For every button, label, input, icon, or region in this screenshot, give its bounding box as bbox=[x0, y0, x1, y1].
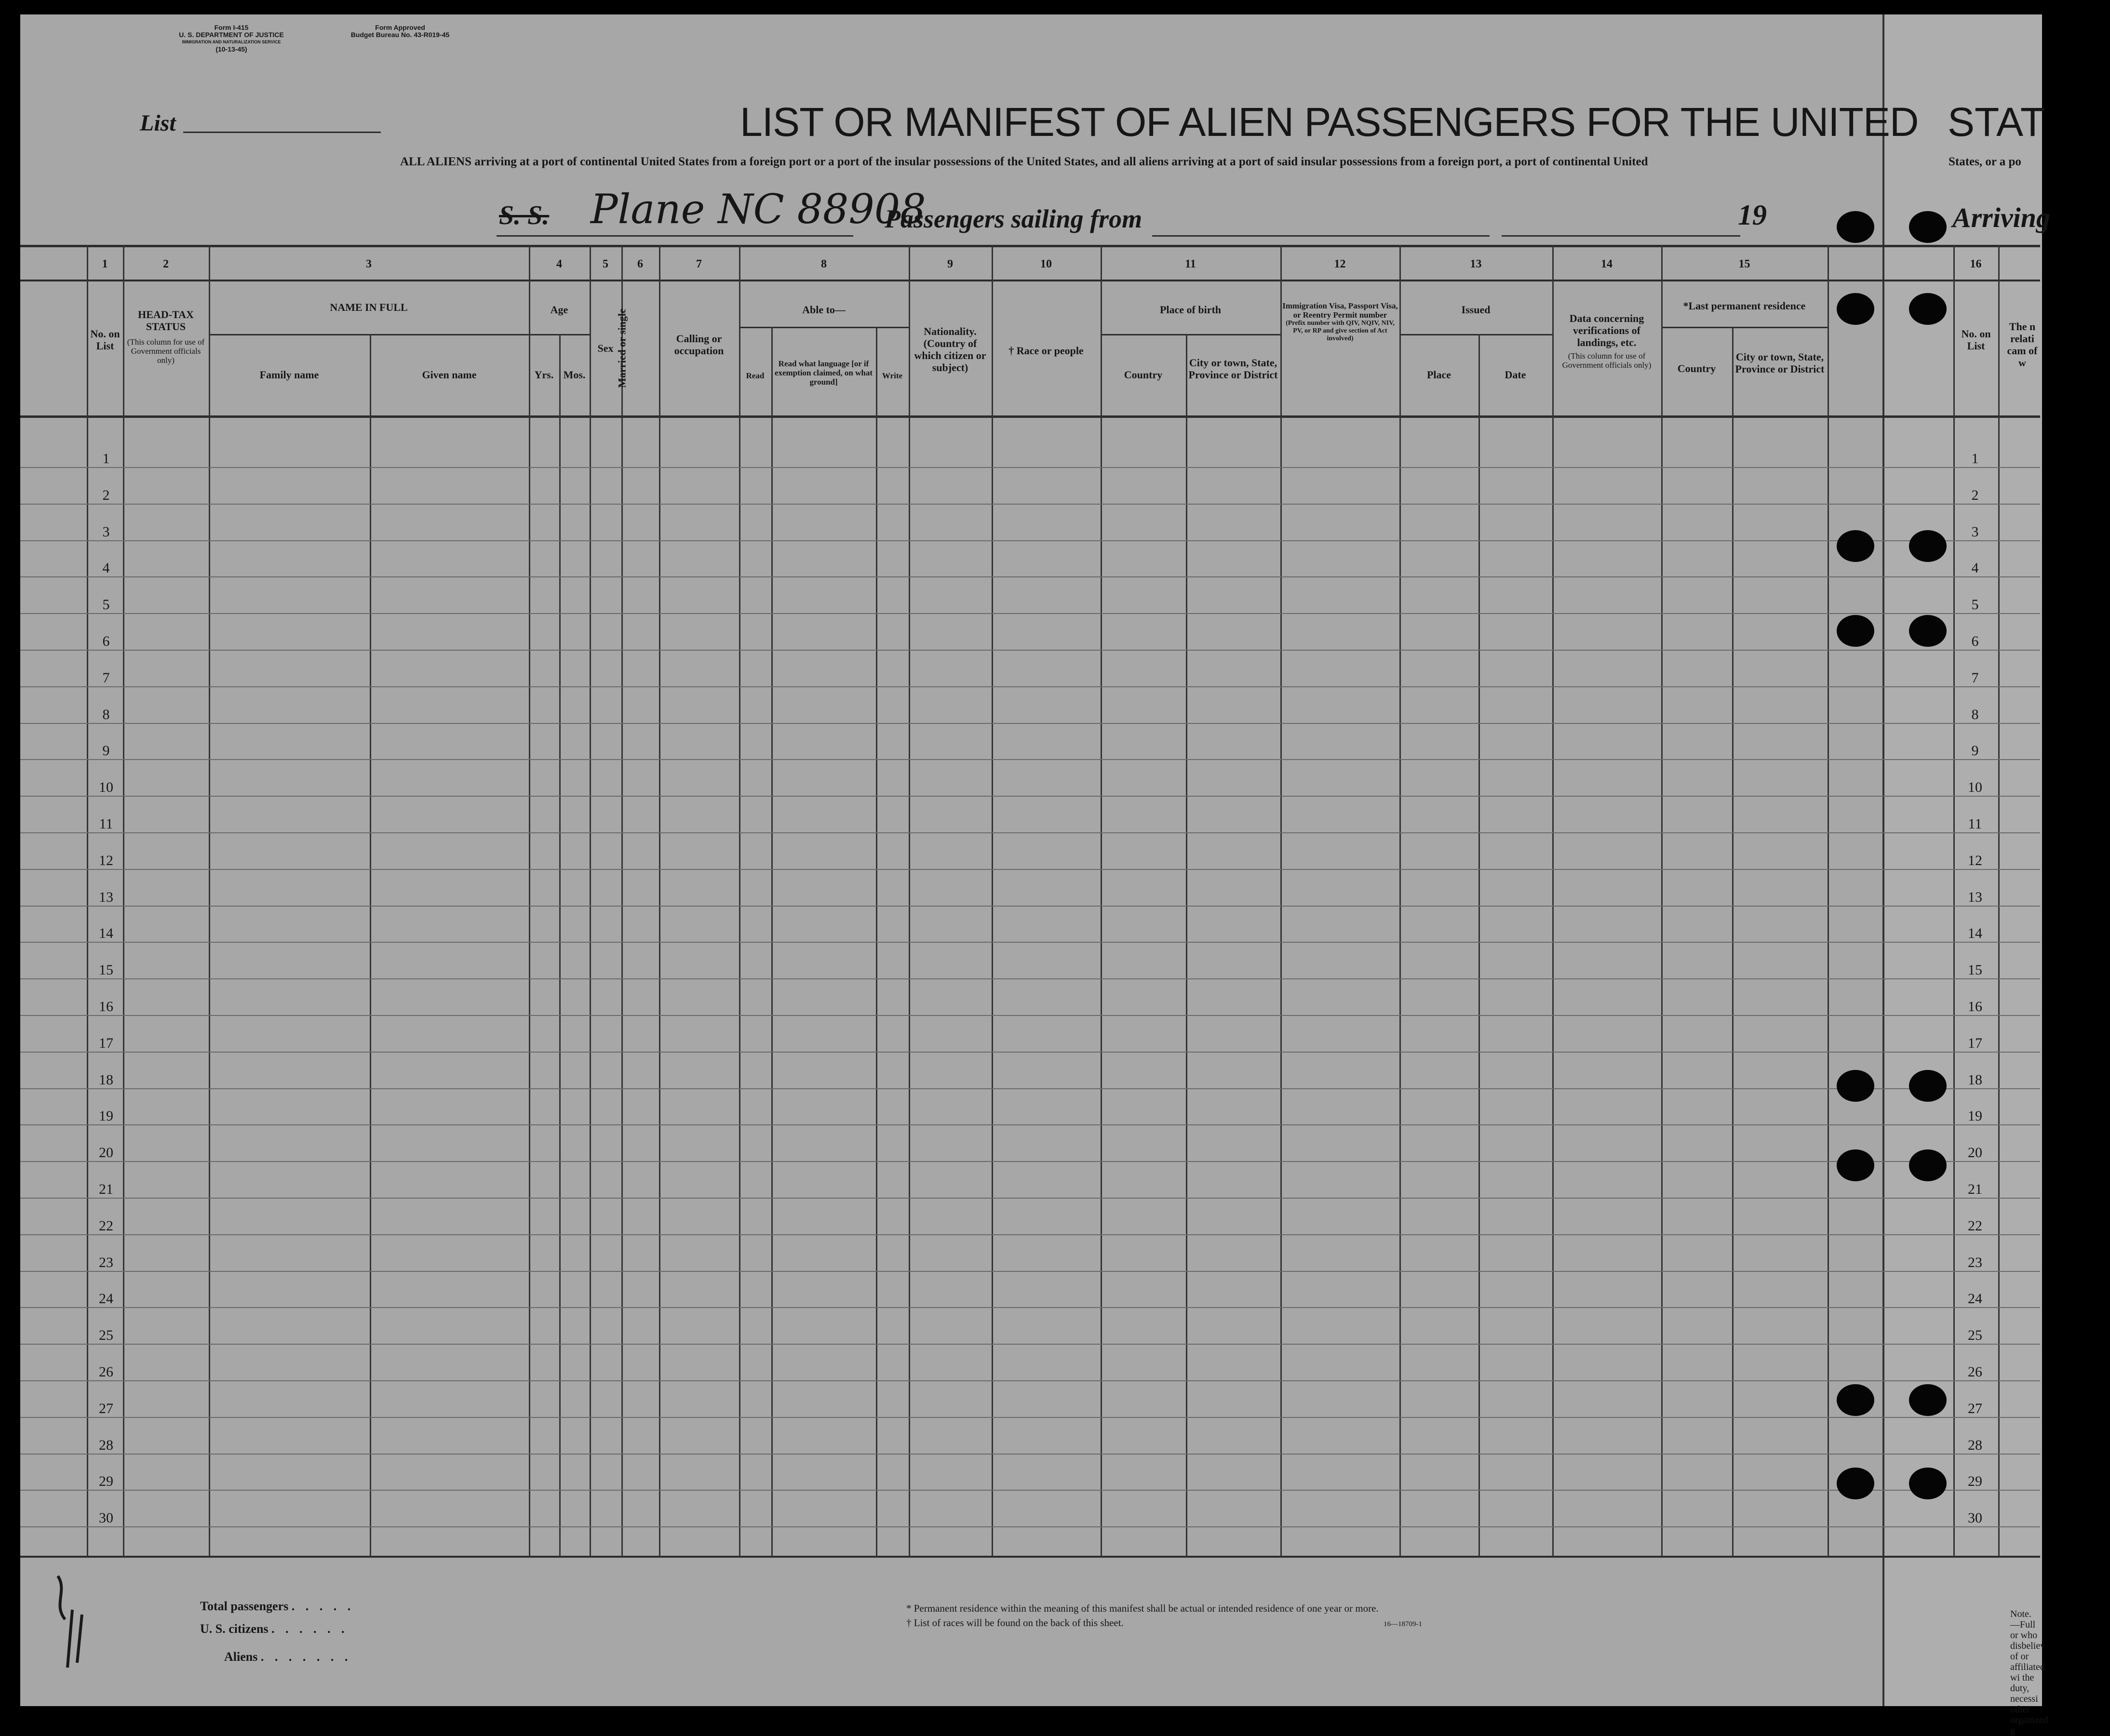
header-sex: Sex bbox=[597, 342, 614, 354]
row-number-left: 13 bbox=[99, 889, 113, 905]
punch-hole bbox=[1837, 1384, 1874, 1416]
header-place-of-birth: Place of birth bbox=[1159, 304, 1222, 316]
row-number-left: 29 bbox=[99, 1473, 113, 1489]
row-number-left: 14 bbox=[99, 925, 113, 941]
row-number-left: 27 bbox=[99, 1401, 113, 1416]
row-divider bbox=[20, 1161, 2040, 1162]
form-approved: Form Approved bbox=[375, 24, 425, 31]
row-number-right: 23 bbox=[1968, 1255, 1982, 1270]
row-divider bbox=[20, 1271, 2040, 1272]
total-passengers-label: Total passengers bbox=[200, 1599, 289, 1613]
form-id-block bbox=[145, 24, 318, 53]
row-number-left: 9 bbox=[102, 743, 110, 759]
header-read: Read bbox=[746, 371, 765, 380]
row-number-left: 30 bbox=[99, 1510, 113, 1526]
header-data-concerning bbox=[1554, 312, 1659, 370]
row-divider bbox=[20, 1490, 2040, 1491]
header-race: † Race or people bbox=[1008, 345, 1084, 357]
row-number-right: 18 bbox=[1968, 1072, 1982, 1088]
col-line-14 bbox=[1552, 245, 1554, 1557]
row-number-left: 22 bbox=[99, 1218, 113, 1234]
table-top-border bbox=[20, 245, 2040, 247]
row-divider bbox=[20, 613, 2040, 614]
col-line-17 bbox=[1953, 245, 1955, 1557]
row-number-right: 10 bbox=[1968, 779, 1982, 795]
col-line-9 bbox=[909, 245, 910, 1557]
row-divider bbox=[20, 1380, 2040, 1381]
row-number-left: 2 bbox=[102, 487, 110, 503]
us-citizens-leader: . . . . . . bbox=[271, 1622, 349, 1636]
header-visa-title: Immigration Visa, Passport Visa, or Reentry Permit number bbox=[1282, 301, 1398, 320]
header-last-residence: *Last permanent residence bbox=[1683, 300, 1806, 312]
row-number-right: 9 bbox=[1971, 743, 1979, 759]
header-residence-city: City or town, State, Province or District bbox=[1735, 351, 1825, 375]
sailing-date-line bbox=[1502, 235, 1740, 237]
row-number-left: 6 bbox=[102, 633, 110, 649]
row-number-right: 19 bbox=[1968, 1108, 1982, 1124]
col-line-5 bbox=[590, 245, 591, 1557]
col-line-11 bbox=[1101, 245, 1102, 1557]
footnote-right-partial: Note.—Full or who disbeliev of or affiliated wi the duty, necessi other organized g bbox=[2010, 1609, 2048, 1736]
row-number-left: 18 bbox=[99, 1072, 113, 1088]
vessel-name-handwritten: Plane NC 88908 bbox=[591, 186, 926, 233]
header-issued-place: Place bbox=[1426, 369, 1451, 381]
punch-hole bbox=[1909, 1384, 1947, 1416]
row-divider bbox=[20, 906, 2040, 907]
list-label: List bbox=[140, 110, 176, 136]
col-number-9: 9 bbox=[947, 258, 953, 270]
header-right-no-on-list: No. on List bbox=[1961, 328, 1991, 352]
vessel-prefix: S. S. bbox=[499, 200, 550, 230]
header-married-single: Married or single bbox=[616, 308, 628, 388]
col-number-3: 3 bbox=[366, 258, 372, 270]
table-bottom-border bbox=[20, 1556, 2040, 1558]
row-number-left: 26 bbox=[99, 1364, 113, 1380]
row-divider bbox=[20, 1124, 2040, 1125]
row-number-right: 11 bbox=[1968, 816, 1982, 832]
row-number-left: 1 bbox=[102, 451, 110, 467]
punch-hole bbox=[1909, 1070, 1947, 1102]
punch-hole bbox=[1837, 1070, 1874, 1102]
row-divider bbox=[20, 796, 2040, 797]
row-number-right: 29 bbox=[1968, 1473, 1982, 1489]
row-number-right: 24 bbox=[1968, 1291, 1982, 1307]
col-number-15: 15 bbox=[1738, 258, 1750, 270]
row-number-right: 26 bbox=[1968, 1364, 1982, 1380]
row-number-left: 7 bbox=[102, 670, 110, 686]
row-number-right: 12 bbox=[1968, 853, 1982, 868]
punch-hole bbox=[1837, 615, 1874, 647]
row-number-left: 10 bbox=[99, 779, 113, 795]
arriving-label: Arriving bbox=[1952, 202, 2051, 233]
header-data-concerning-title: Data concerning verifications of landings, etc. bbox=[1569, 312, 1644, 348]
able-to-subheader-line bbox=[739, 327, 909, 328]
row-number-left: 12 bbox=[99, 853, 113, 868]
row-divider bbox=[20, 1052, 2040, 1053]
row-divider bbox=[20, 1417, 2040, 1418]
col-line-15 bbox=[1661, 245, 1663, 1557]
vessel-line bbox=[497, 235, 853, 237]
page-subtitle-continued: States, or a po bbox=[1949, 155, 2021, 168]
row-divider bbox=[20, 1234, 2040, 1235]
header-yrs: Yrs. bbox=[534, 369, 554, 381]
row-number-right: 27 bbox=[1968, 1401, 1982, 1416]
col-line-11b bbox=[1186, 334, 1187, 1557]
header-given-name: Given name bbox=[422, 369, 477, 381]
row-divider bbox=[20, 1344, 2040, 1345]
col-number-11: 11 bbox=[1185, 258, 1196, 270]
header-family-name: Family name bbox=[259, 369, 319, 381]
header-birth-country: Country bbox=[1124, 369, 1163, 381]
footer-us-citizens bbox=[200, 1622, 349, 1636]
row-number-left: 25 bbox=[99, 1327, 113, 1343]
budget-bureau: Budget Bureau No. 43-R019-45 bbox=[350, 31, 450, 39]
row-number-left: 4 bbox=[102, 560, 110, 576]
col-line-1 bbox=[87, 245, 88, 1557]
row-number-left: 28 bbox=[99, 1437, 113, 1453]
row-number-left: 21 bbox=[99, 1181, 113, 1197]
col-line-12 bbox=[1280, 245, 1282, 1557]
row-number-right: 16 bbox=[1968, 999, 1982, 1015]
row-divider bbox=[20, 1307, 2040, 1308]
row-number-right: 6 bbox=[1971, 633, 1979, 649]
row-divider bbox=[20, 576, 2040, 577]
row-divider bbox=[20, 540, 2040, 541]
punch-hole bbox=[1909, 293, 1947, 325]
header-age: Age bbox=[550, 304, 568, 316]
header-visa bbox=[1282, 301, 1398, 343]
us-citizens-label: U. S. citizens bbox=[200, 1622, 269, 1636]
row-divider bbox=[20, 467, 2040, 468]
page-subtitle: ALL ALIENS arriving at a port of continental United States from a foreign port or a port of the insular possessions of the United States, and all aliens arriving at a port of said insular possessions from a foreign port, a port of continental United bbox=[400, 155, 1648, 168]
col-number-5: 5 bbox=[603, 258, 608, 270]
header-visa-note: (Prefix number with QIV, NQIV, NIV, PV, or RP and give section of Act involved) bbox=[1286, 320, 1395, 342]
header-issued: Issued bbox=[1461, 304, 1491, 316]
row-divider bbox=[20, 978, 2040, 979]
col-line-4 bbox=[529, 245, 530, 1557]
form-service: IMMIGRATION AND NATURALIZATION SERVICE bbox=[182, 40, 281, 44]
footnote-residence: * Permanent residence within the meaning of this manifest shall be actual or intended residence of one year or more. bbox=[906, 1602, 1379, 1614]
row-number-right: 8 bbox=[1971, 707, 1979, 722]
print-code: 16—18709-1 bbox=[1384, 1620, 1422, 1628]
header-residence-country: Country bbox=[1677, 362, 1716, 374]
row-divider bbox=[20, 1198, 2040, 1199]
row-number-right: 5 bbox=[1971, 597, 1979, 613]
punch-hole bbox=[1909, 1468, 1947, 1499]
footnote-races: † List of races will be found on the back of this sheet. bbox=[906, 1617, 1124, 1629]
col-number-12: 12 bbox=[1334, 258, 1346, 270]
col-line-4b bbox=[559, 334, 561, 1557]
row-number-right: 2 bbox=[1971, 487, 1979, 503]
col-number-7: 7 bbox=[696, 258, 702, 270]
col-line-3 bbox=[209, 245, 210, 1557]
row-divider bbox=[20, 1088, 2040, 1089]
col-line-18 bbox=[1998, 245, 2000, 1557]
row-divider bbox=[20, 504, 2040, 505]
punch-hole bbox=[1837, 211, 1874, 243]
row-divider bbox=[20, 869, 2040, 870]
aliens-leader: . . . . . . . bbox=[260, 1650, 352, 1664]
row-number-left: 11 bbox=[99, 816, 113, 832]
punch-hole bbox=[1837, 1149, 1874, 1181]
col-line-10 bbox=[992, 245, 993, 1557]
form-number: Form I-415 bbox=[214, 24, 249, 31]
col-line-6 bbox=[621, 245, 623, 1557]
issued-subheader-line bbox=[1399, 334, 1552, 335]
header-data-concerning-note: (This column for use of Government officials only) bbox=[1562, 351, 1652, 370]
col-number-4: 4 bbox=[556, 258, 562, 270]
total-passengers-leader: . . . . . bbox=[291, 1599, 355, 1613]
row-number-right: 4 bbox=[1971, 560, 1979, 576]
row-divider bbox=[20, 942, 2040, 943]
row-number-left: 17 bbox=[99, 1035, 113, 1051]
col-line-2 bbox=[123, 245, 124, 1557]
punch-hole bbox=[1837, 530, 1874, 562]
column-number-border bbox=[20, 280, 2040, 281]
footer-aliens bbox=[224, 1650, 351, 1664]
punch-hole bbox=[1837, 293, 1874, 325]
row-number-right: 1 bbox=[1971, 451, 1979, 467]
row-number-left: 20 bbox=[99, 1145, 113, 1161]
row-number-right: 20 bbox=[1968, 1145, 1982, 1161]
row-number-left: 3 bbox=[102, 524, 110, 540]
col-number-1: 1 bbox=[102, 258, 108, 270]
row-divider bbox=[20, 650, 2040, 651]
punch-hole bbox=[1909, 615, 1947, 647]
form-department: U. S. DEPARTMENT OF JUSTICE bbox=[179, 31, 284, 39]
page-title-continued: STAT bbox=[1948, 99, 2045, 145]
col-number-6: 6 bbox=[637, 258, 643, 270]
row-number-right: 13 bbox=[1968, 889, 1982, 905]
punch-hole bbox=[1909, 211, 1947, 243]
row-number-right: 17 bbox=[1968, 1035, 1982, 1051]
header-right-partial: The n relati cam of w bbox=[2007, 320, 2038, 369]
row-divider bbox=[20, 686, 2040, 687]
punch-hole bbox=[1837, 1468, 1874, 1499]
page-title: LIST OR MANIFEST OF ALIEN PASSENGERS FOR THE UNITED bbox=[740, 99, 1919, 145]
col-number-2: 2 bbox=[163, 258, 169, 270]
header-write: Write bbox=[882, 371, 903, 380]
col-number-8: 8 bbox=[821, 258, 827, 270]
sailing-from-label: Passengers sailing from bbox=[885, 204, 1142, 233]
col-number-10: 10 bbox=[1040, 258, 1052, 270]
header-name-in-full: NAME IN FULL bbox=[330, 301, 408, 313]
header-birth-city: City or town, State, Province or District bbox=[1188, 357, 1278, 381]
row-number-left: 8 bbox=[102, 707, 110, 722]
list-number-line bbox=[183, 132, 381, 133]
col-line-3b bbox=[370, 334, 371, 1557]
header-no-on-list: No. on List bbox=[90, 328, 120, 352]
row-number-left: 23 bbox=[99, 1255, 113, 1270]
residence-subheader-line bbox=[1661, 327, 1828, 328]
row-divider bbox=[20, 832, 2040, 833]
row-number-left: 16 bbox=[99, 999, 113, 1015]
header-mos: Mos. bbox=[563, 369, 586, 381]
row-divider bbox=[20, 1454, 2040, 1455]
form-approval-block bbox=[328, 24, 472, 39]
row-number-left: 19 bbox=[99, 1108, 113, 1124]
row-number-right: 30 bbox=[1968, 1510, 1982, 1526]
col-line-13b bbox=[1478, 334, 1480, 1557]
header-bottom-border bbox=[20, 415, 2040, 418]
birth-subheader-line bbox=[1101, 334, 1280, 335]
row-number-right: 28 bbox=[1968, 1437, 1982, 1453]
row-number-left: 15 bbox=[99, 962, 113, 978]
footer-total-passengers bbox=[200, 1599, 354, 1614]
col-line-7 bbox=[659, 245, 660, 1557]
row-number-right: 3 bbox=[1971, 524, 1979, 540]
col-number-13: 13 bbox=[1470, 258, 1482, 270]
header-read-what-language: Read what language [or if exemption claimed, on what ground] bbox=[774, 359, 873, 387]
row-divider bbox=[20, 723, 2040, 724]
row-divider bbox=[20, 1526, 2040, 1527]
header-able-to: Able to— bbox=[802, 304, 846, 316]
col-line-13 bbox=[1399, 245, 1401, 1557]
header-head-tax-note: (This column for use of Government officials only) bbox=[127, 337, 205, 365]
handwritten-margin-mark bbox=[39, 1562, 111, 1677]
row-divider bbox=[20, 759, 2040, 760]
col-number-16: 16 bbox=[1970, 258, 1982, 270]
header-calling: Calling or occupation bbox=[674, 333, 724, 357]
punch-hole bbox=[1909, 530, 1947, 562]
row-number-right: 25 bbox=[1968, 1327, 1982, 1343]
form-date: (10-13-45) bbox=[215, 45, 247, 53]
header-head-tax-title: HEAD-TAX STATUS bbox=[138, 308, 194, 333]
row-number-right: 14 bbox=[1968, 925, 1982, 941]
col-line-16 bbox=[1828, 245, 1829, 1557]
aliens-label: Aliens bbox=[224, 1650, 258, 1664]
punch-hole bbox=[1909, 1149, 1947, 1181]
year-label: 19 bbox=[1738, 199, 1767, 231]
row-number-right: 21 bbox=[1968, 1181, 1982, 1197]
row-divider bbox=[20, 1015, 2040, 1016]
row-number-left: 5 bbox=[102, 597, 110, 613]
row-number-left: 24 bbox=[99, 1291, 113, 1307]
sailing-from-line bbox=[1152, 235, 1490, 237]
col-line-8 bbox=[739, 245, 740, 1557]
row-number-right: 22 bbox=[1968, 1218, 1982, 1234]
header-issued-date: Date bbox=[1505, 369, 1526, 381]
row-number-right: 15 bbox=[1968, 962, 1982, 978]
header-nationality: Nationality. (Country of which citizen or subject) bbox=[914, 325, 986, 374]
col-number-14: 14 bbox=[1601, 258, 1613, 270]
row-number-right: 7 bbox=[1971, 670, 1979, 686]
header-head-tax bbox=[124, 308, 207, 365]
